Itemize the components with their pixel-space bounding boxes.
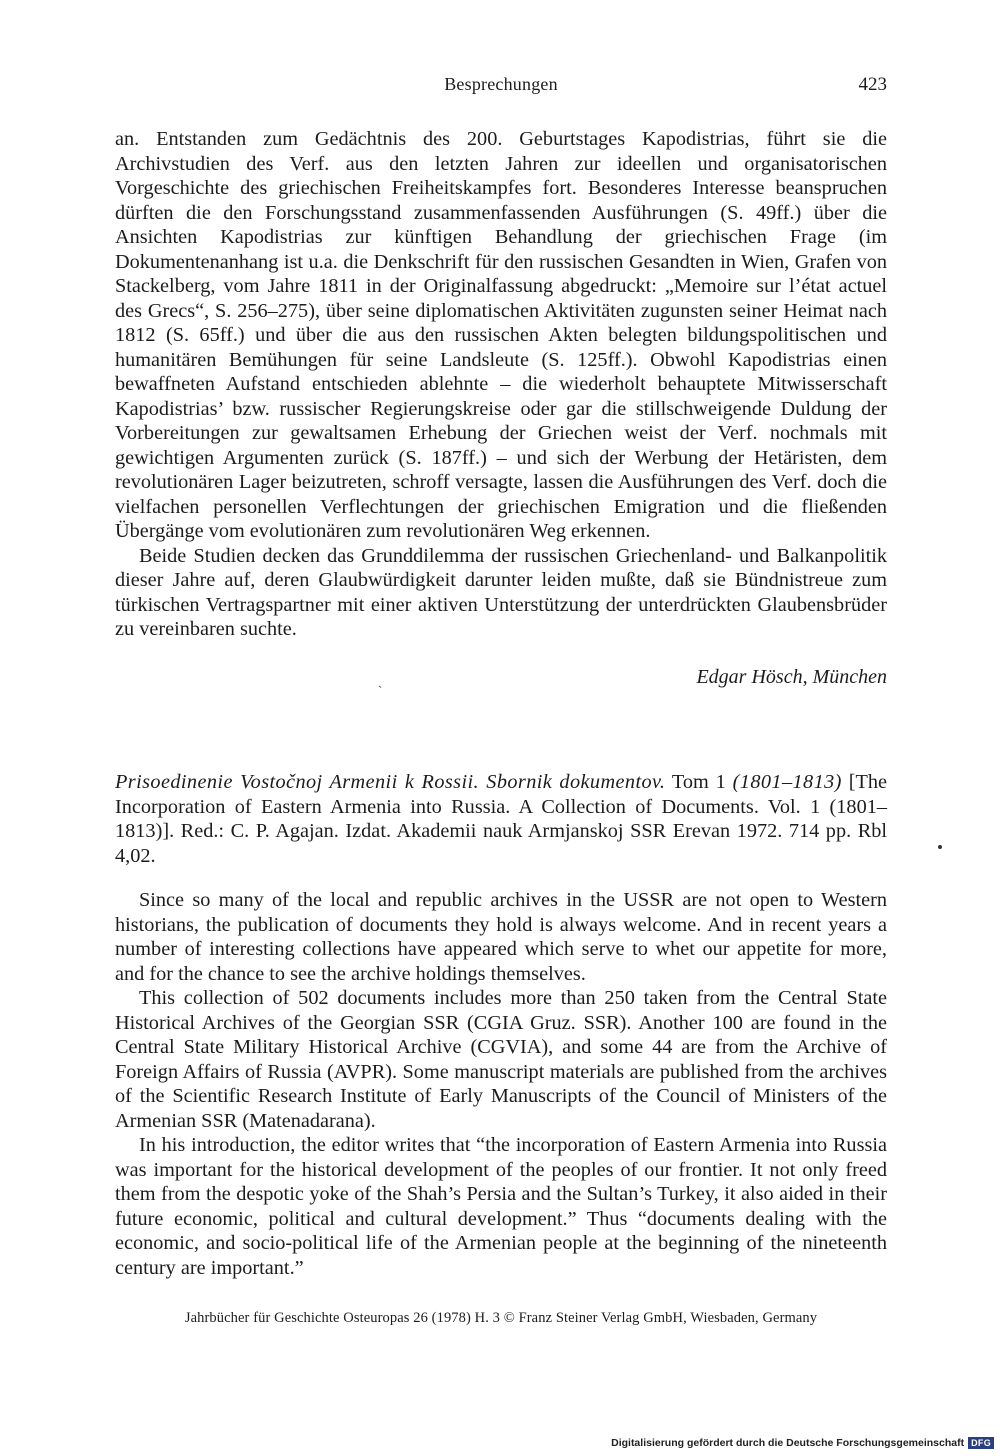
citation-details: [The Incorporation of Eastern Armenia into Russia. A Collection of Documents. Vol. 1 (1801–1813)]. Red.: C. P. Agajan. Izdat. Akademii nauk Armjanskoj SSR Erevan 1972. 714 pp. Rbl 4,02. (115, 771, 887, 867)
page-number: 423 (858, 74, 887, 95)
paragraph: In his introduction, the editor writes that “the incorporation of Eastern Armenia into Russia was important for the historical development of the peoples of our frontier. It not only freed them from the despotic yoke of the Shah’s Persia and the Sultan’s Turkey, it also aided in their future economic, political and cultural development.” Thus “documents dealing with the economic, and socio-political life of the Armenian people at the beginning of the nineteenth century are important.” (115, 1134, 887, 1279)
stray-mark: ` (378, 683, 383, 698)
journal-footer: Jahrbücher für Geschichte Osteuropas 26 (1978) H. 3 © Franz Steiner Verlag GmbH, Wiesbaden, Germany (184, 1310, 818, 1326)
running-head: Besprechungen (444, 74, 558, 94)
book-citation (115, 770, 887, 868)
citation-title: Prisoedinenie Vostočnoj Armenii k Rossii. Sbornik dokumentov. (115, 771, 666, 793)
page-header (115, 74, 887, 98)
digitization-notice (611, 1435, 994, 1451)
citation-years: (1801–1813) (732, 771, 842, 793)
paragraph: Beide Studien decken das Grunddilemma der russischen Griechenland- und Balkanpolitik dieser Jahre auf, deren Glaubwürdigkeit darunter leiden mußte, daß sie Bündnistreue zum türkischen Vertragspartner mit einer aktiven Unterstützung der unterdrückten Glaubensbrüder zu vereinbaren suchte. (115, 544, 887, 640)
paragraph: This collection of 502 documents includes more than 250 taken from the Central State Historical Archives of the Georgian SSR (CGIA Gruz. SSR). Another 100 are found in the Central State Military Historical Archive (CGVIA), and some 44 are from the Archive of Foreign Affairs of Russia (AVPR). Some manuscript materials are published from the archives of the Scientific Research Institute of Early Manuscripts of the Council of Ministers of the Armenian SSR (Matenadarana). (115, 987, 887, 1132)
digitization-text: Digitalisierung gefördert durch die Deutsche Forschungsgemeinschaft (611, 1437, 965, 1449)
citation-volume: Tom 1 (665, 771, 733, 793)
review-text-english (115, 888, 887, 1280)
paragraph: Since so many of the local and republic archives in the USSR are not open to Western historians, the publication of documents they hold is always welcome. And in recent years a number of interesting collections have appeared which serve to whet our appetite for more, and for the chance to see the archive holdings themselves. (115, 889, 887, 985)
review-text-german (115, 127, 887, 642)
scan-speck (938, 845, 942, 849)
dfg-logo: DFG (968, 1437, 994, 1449)
paragraph: an. Entstanden zum Gedächtnis des 200. Geburtstages Kapodistrias, führt sie die Archivstudien des Verf. aus den letzten Jahren zur ideellen und organisatorischen Vorgeschichte des griechischen Freiheitskampfes fort. Besonderes Interesse beanspruchen dürften die den Forschungsstand zusammenfassenden Ausführungen (S. 49ff.) über die Ansichten Kapodistrias zur künftigen Behandlung der griechischen Frage (im Dokumentenanhang ist u.a. die Denkschrift für den russischen Gesandten in Wien, Grafen von Stackelberg, vom Jahre 1811 in der Originalfassung abgedruckt: „Memoire sur l’état actuel des Grecs“, S. 256–275), über seine diplomatischen Aktivitäten zugunsten seiner Heimat nach 1812 (S. 65ff.) und über die aus den russischen Akten belegten bildungspolitischen und humanitären Bemühungen für seine Landsleute (S. 125ff.). Obwohl Kapodistrias einen bewaffneten Aufstand entschieden ablehnte – die wiederholt behauptete Mitwisserschaft Kapodistrias’ bzw. russischer Regierungskreise oder gar die stillschweigende Duldung der Vorbereitungen zur gewaltsamen Erhebung der Griechen weist der Verf. nochmals mit gewichtigen Argumenten zurück (S. 187ff.) – und sich der Werbung der Hetäristen, dem revolutionären Lager beizutreten, schroff versagte, lassen die Ausführungen des Verf. doch die vielfachen personellen Verflechtungen der griechischen Emigration und die fließenden Übergänge vom evolutionären zum revolutionären Weg erkennen. (115, 128, 887, 542)
reviewer-signature: Edgar Hösch, München (696, 666, 887, 688)
